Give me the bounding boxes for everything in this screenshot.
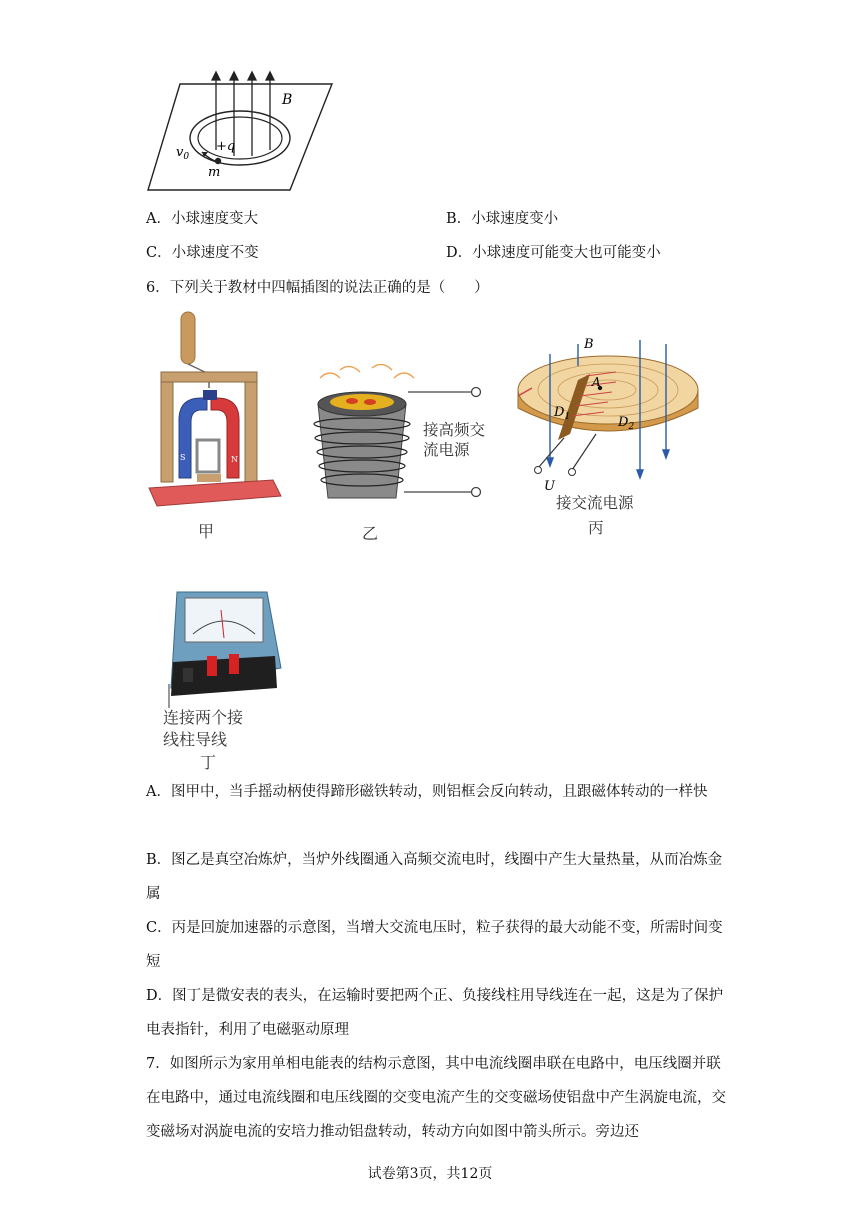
q6-stem: 6．下列关于教材中四幅插图的说法正确的是（ ） bbox=[146, 280, 489, 296]
bing-A-label: A bbox=[592, 375, 601, 389]
yi-label-line2: 流电源 bbox=[423, 441, 470, 459]
q7-stem: 7．如图所示为家用单相电能表的结构示意图，其中电流线圈串联在电路中，电压线圈并联在电路中，通过电流线圈和电压线圈的交变电流产生的交变磁场使铝盘中产生涡旋电流，交变磁场对涡旋电流的安培力推动铝盘转动，转动方向如图中箭头所示。旁边还 bbox=[146, 1056, 726, 1140]
bing-D1-label: $D_1$ bbox=[554, 405, 571, 422]
field-B-label: B bbox=[282, 92, 293, 108]
svg-text:S: S bbox=[180, 453, 186, 462]
q6-option-d: D．图丁是微安表的表头，在运输时要把两个正、负接线柱用导线连在一起，这是为了保护电表指针，利用了电磁驱动原理 bbox=[146, 988, 724, 1038]
ding-label-line1: 连接两个接 bbox=[163, 708, 244, 727]
page-footer: 试卷第3页，共12页 bbox=[367, 1166, 493, 1182]
mass-label: m bbox=[208, 165, 221, 180]
ding-label-line2: 线柱导线 bbox=[163, 730, 228, 749]
charge-label: +q bbox=[216, 139, 236, 154]
yi-label-line1: 接高频交 bbox=[423, 421, 486, 439]
v0-label: $v_0$ bbox=[176, 145, 190, 162]
q5-option-d: D．小球速度可能变大也可能变小 bbox=[446, 245, 661, 261]
q6-option-a: A．图甲中，当手摇动柄使得蹄形磁铁转动，则铝框会反向转动，且跟磁体转动的一样快 bbox=[146, 784, 708, 800]
bing-B-label: B bbox=[584, 337, 594, 352]
q6-option-b: B．图乙是真空冶炼炉，当炉外线圈通入高频交流电时，线圈中产生大量热量，从而冶炼金属 bbox=[146, 852, 723, 902]
figure-ding bbox=[163, 588, 285, 708]
caption-yi: 乙 bbox=[362, 524, 379, 543]
q5-option-c: C．小球速度不变 bbox=[146, 245, 259, 261]
q5-option-a: A．小球速度变大 bbox=[146, 211, 258, 227]
q6-option-c: C．丙是回旋加速器的示意图，当增大交流电压时，粒子获得的最大动能不变，所需时间变短 bbox=[146, 920, 723, 970]
figure-bing bbox=[508, 330, 708, 500]
caption-ding: 丁 bbox=[200, 753, 217, 772]
figure-jia bbox=[145, 310, 285, 516]
svg-text:N: N bbox=[231, 455, 238, 464]
caption-bing: 丙 bbox=[588, 519, 604, 537]
caption-jia: 甲 bbox=[198, 522, 215, 541]
q5-figure bbox=[140, 70, 340, 195]
bing-U-label: U bbox=[544, 479, 555, 494]
bing-source-label: 接交流电源 bbox=[556, 494, 634, 512]
q5-option-b: B．小球速度变小 bbox=[446, 211, 559, 227]
bing-D2-label: $D_2$ bbox=[618, 415, 635, 432]
